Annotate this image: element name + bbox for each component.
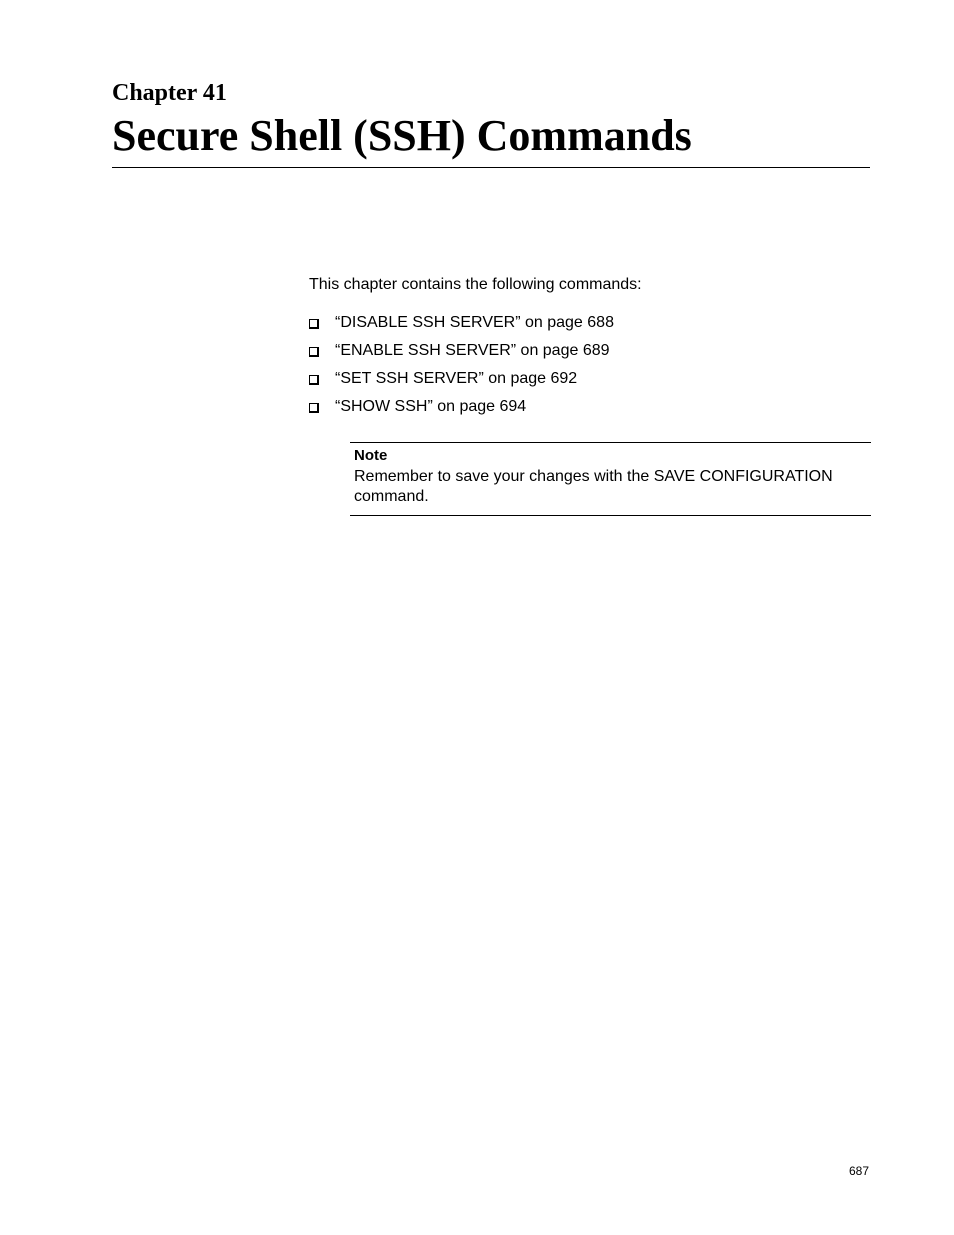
checkbox-bullet-icon (309, 403, 319, 413)
intro-paragraph: This chapter contains the following commands: (309, 276, 642, 293)
command-link[interactable]: “ENABLE SSH SERVER” on page 689 (335, 342, 610, 359)
command-link[interactable]: “SET SSH SERVER” on page 692 (335, 370, 578, 387)
list-item (309, 397, 614, 425)
checkbox-bullet-icon (309, 347, 319, 357)
checkbox-bullet-icon (309, 375, 319, 385)
note-body: Remember to save your changes with the SAVE CONFIGURATION command. (354, 468, 833, 505)
note-heading: Note (354, 447, 388, 464)
list-item (309, 369, 614, 397)
list-item (309, 341, 614, 369)
page-title: Secure Shell (SSH) Commands (112, 111, 692, 160)
command-list (309, 313, 614, 425)
note-box (350, 442, 871, 516)
checkbox-bullet-icon (309, 319, 319, 329)
command-link[interactable]: “DISABLE SSH SERVER” on page 688 (335, 314, 614, 331)
chapter-label: Chapter 41 (112, 80, 227, 106)
title-divider (112, 167, 870, 168)
page-number: 687 (848, 1164, 869, 1178)
command-link[interactable]: “SHOW SSH” on page 694 (335, 398, 527, 415)
list-item (309, 313, 614, 341)
